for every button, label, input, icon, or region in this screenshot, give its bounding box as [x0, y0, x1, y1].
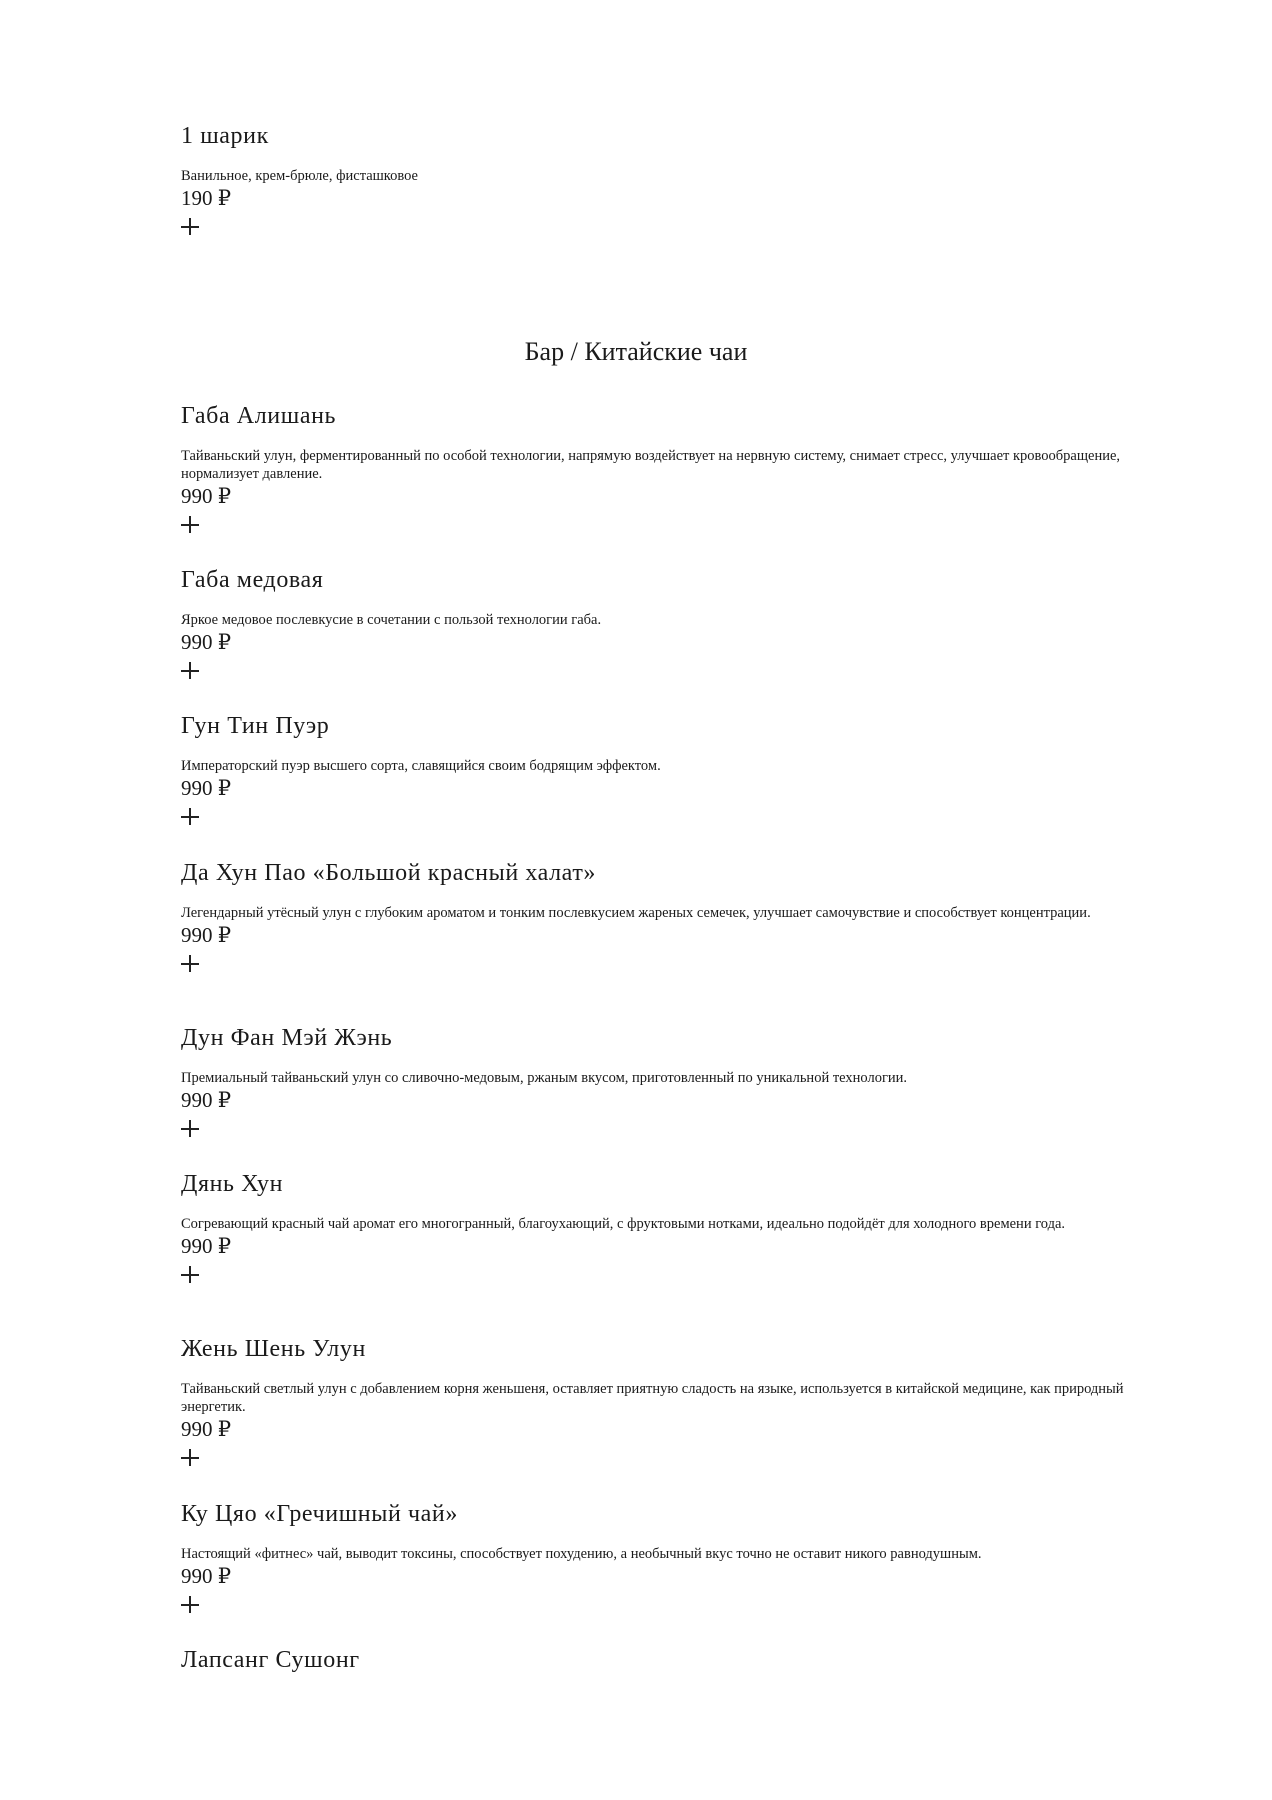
- item-title: Габа Алишань: [181, 403, 337, 429]
- item-title: Дун Фан Мэй Жэнь: [181, 1025, 393, 1051]
- add-to-cart-plus-icon[interactable]: [181, 954, 201, 974]
- item-price: 990 ₽: [181, 1234, 232, 1258]
- item-title: 1 шарик: [181, 123, 269, 149]
- menu-item-ice-cream: [181, 122, 1191, 237]
- menu-item: [181, 859, 1191, 974]
- item-description: Ванильное, крем-брюле, фисташковое: [181, 168, 418, 184]
- menu-item: [181, 1024, 1191, 1139]
- item-title: Лапсанг Сушонг: [181, 1647, 360, 1673]
- menu-item: [181, 712, 1191, 827]
- item-title: Жень Шень Улун: [181, 1336, 366, 1362]
- section-title: Бар / Китайские чаи: [524, 337, 748, 366]
- item-price: 990 ₽: [181, 776, 232, 800]
- menu-item: [181, 566, 1191, 681]
- item-price: 990 ₽: [181, 484, 232, 508]
- item-price: 990 ₽: [181, 630, 232, 654]
- add-to-cart-plus-icon[interactable]: [181, 217, 201, 237]
- add-to-cart-plus-icon[interactable]: [181, 515, 201, 535]
- item-description: Тайваньский светлый улун с добавлением корня женьшеня, оставляет приятную сладость на языке, используется в китайской медицине, как природный энергетик.: [181, 1381, 1124, 1415]
- menu-item: [181, 1170, 1191, 1285]
- add-to-cart-plus-icon[interactable]: [181, 1265, 201, 1285]
- item-price: 990 ₽: [181, 1564, 232, 1588]
- item-title: Габа медовая: [181, 567, 324, 593]
- item-price: 990 ₽: [181, 1088, 232, 1112]
- add-to-cart-plus-icon[interactable]: [181, 1595, 201, 1615]
- item-description: Премиальный тайваньский улун со сливочно-медовым, ржаным вкусом, приготовленный по уникальной технологии.: [181, 1070, 908, 1086]
- item-description: Настоящий «фитнес» чай, выводит токсины, способствует похудению, а необычный вкус точно не оставит никого равнодушным.: [181, 1546, 982, 1562]
- add-to-cart-plus-icon[interactable]: [181, 1448, 201, 1468]
- menu-item: [181, 1500, 1191, 1615]
- menu-item: [181, 1646, 1191, 1674]
- item-description: Императорский пуэр высшего сорта, славящийся своим бодрящим эффектом.: [181, 758, 661, 774]
- item-title: Да Хун Пао «Большой красный халат»: [181, 860, 597, 886]
- item-title: Гун Тин Пуэр: [181, 713, 330, 739]
- item-description: Яркое медовое послевкусие в сочетании с пользой технологии габа.: [181, 612, 602, 628]
- item-price: 990 ₽: [181, 923, 232, 947]
- item-title: Ку Цяо «Гречишный чай»: [181, 1501, 458, 1527]
- add-to-cart-plus-icon[interactable]: [181, 661, 201, 681]
- menu-item: [181, 1335, 1191, 1468]
- add-to-cart-plus-icon[interactable]: [181, 807, 201, 827]
- item-description: Согревающий красный чай аромат его многогранный, благоухающий, с фруктовыми нотками, идеально подойдёт для холодного времени года.: [181, 1216, 1066, 1232]
- item-description: Тайваньский улун, ферментированный по особой технологии, напрямую воздействует на нервную систему, снимает стресс, улучшает кровообращение, нормализует давление.: [181, 448, 1121, 482]
- item-description: Легендарный утёсный улун с глубоким ароматом и тонким послевкусием жареных семечек, улучшает самочувствие и способствует концентрации.: [181, 905, 1091, 921]
- menu-item: [181, 402, 1191, 535]
- item-price: 190 ₽: [181, 186, 232, 210]
- add-to-cart-plus-icon[interactable]: [181, 1119, 201, 1139]
- item-price: 990 ₽: [181, 1417, 232, 1441]
- item-title: Дянь Хун: [181, 1171, 284, 1197]
